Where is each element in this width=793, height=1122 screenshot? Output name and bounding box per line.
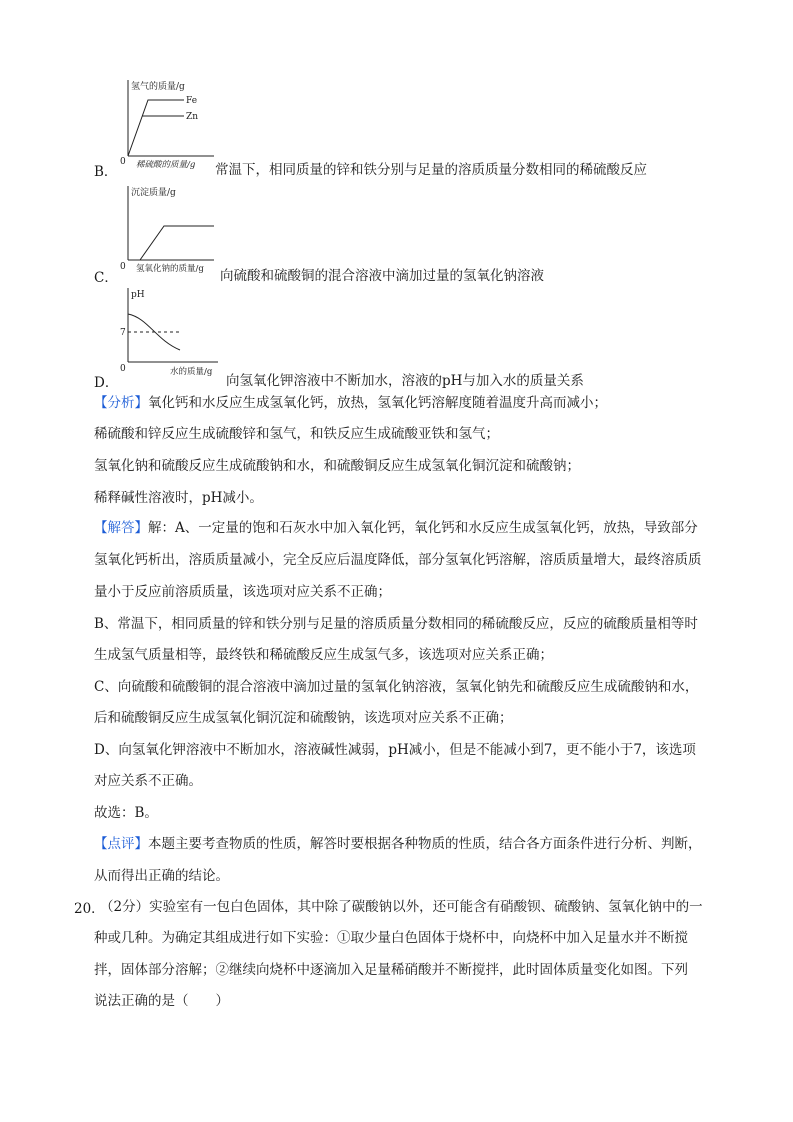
solution-line-5: 生成氢气质量相等，最终铁和稀硫酸反应生成氢气多，该选项对应关系正确； <box>94 647 553 663</box>
option-c-text: 向硫酸和硫酸铜的混合溶液中滴加过量的氢氧化钠溶液 <box>220 268 544 284</box>
analysis-line-3: 氢氧化钠和硫酸反应生成硫酸钠和水，和硫酸铜反应生成氢氧化铜沉淀和硫酸钠； <box>94 458 580 474</box>
comment-text: 本题主要考查物质的性质，解答时要根据各种物质的性质，结合各方面条件进行分析、判断， <box>148 836 702 852</box>
question-20-line-2: 种或几种。为确定其组成进行如下实验：①取少量白色固体于烧杯中，向烧杯中加入足量水并不断搅 <box>94 930 688 946</box>
option-d-ylabel: pH <box>131 290 145 300</box>
question-20-number: 20． <box>74 901 105 917</box>
solution-line-4: B、常温下，相同质量的锌和铁分别与足量的溶质质量分数相同的稀硫酸反应，反应的硫酸质量相等时 <box>94 616 698 632</box>
solution-line-8: D、向氢氧化钾溶液中不断加水，溶液碱性减弱，pH减小，但是不能减小到7，更不能小于7，该选项 <box>94 742 696 758</box>
solution-answer: 故选：B。 <box>94 805 158 821</box>
analysis-line-4: 稀释碱性溶液时，pH减小。 <box>94 490 263 506</box>
option-d-mark-7: 7 <box>120 328 126 338</box>
solution-line-1 <box>94 518 698 538</box>
analysis-text: 氧化钙和水反应生成氢氧化钙，放热，氢氧化钙溶解度随着温度升高而减小； <box>148 395 607 411</box>
option-b-graph <box>118 74 218 170</box>
solution-tag: 【解答】 <box>94 520 148 536</box>
solution-line-9: 对应关系不正确。 <box>94 773 202 789</box>
question-20-line-1: （2分）实验室有一包白色固体，其中除了碳酸钠以外，还可能含有硝酸钡、硫酸钠、氢氧化钠中的一 <box>100 899 703 915</box>
comment-line-2: 从而得出正确的结论。 <box>94 868 229 884</box>
solution-line-2: 氢氧化钙析出，溶质质量减小，完全反应后温度降低，部分氢氧化钙溶解，溶质质量增大，最终溶质质 <box>94 552 702 568</box>
option-c-origin: 0 <box>120 262 126 272</box>
question-20-line-4: 说法正确的是（ ） <box>94 993 229 1009</box>
option-d-origin: 0 <box>120 364 126 374</box>
question-20-line-3: 拌，固体部分溶解；②继续向烧杯中逐滴加入足量稀硝酸并不断搅拌，此时固体质量变化如图。下列 <box>94 962 688 978</box>
solution-text: 解：A、一定量的饱和石灰水中加入氧化钙，氧化钙和水反应生成氢氧化钙，放热，导致部分 <box>148 520 698 536</box>
option-b-series-fe: Fe <box>186 96 198 106</box>
option-b-series-zn: Zn <box>186 112 199 122</box>
comment-line-1 <box>94 834 702 854</box>
solution-line-7: 后和硫酸铜反应生成氢氧化铜沉淀和硫酸钠，该选项对应关系不正确； <box>94 710 513 726</box>
option-b-xlabel: 稀硫酸的质量/g <box>136 160 196 170</box>
option-d-xlabel: 水的质量/g <box>170 367 213 377</box>
analysis-line-1 <box>94 393 607 413</box>
option-b-ylabel: 氢气的质量/g <box>131 82 185 92</box>
solution-line-6: C、向硫酸和硫酸铜的混合溶液中滴加过量的氢氧化钠溶液，氢氧化钠先和硫酸反应生成硫酸钠和水， <box>94 679 699 695</box>
option-c-letter: C． <box>94 270 118 286</box>
analysis-line-2: 稀硫酸和锌反应生成硫酸锌和氢气，和铁反应生成硫酸亚铁和氢气； <box>94 426 499 442</box>
option-c-graph <box>118 182 218 274</box>
option-c-ylabel: 沉淀质量/g <box>131 188 176 198</box>
comment-tag: 【点评】 <box>94 836 148 852</box>
option-c-xlabel: 氢氧化钠的质量/g <box>136 264 204 274</box>
option-d-letter: D． <box>94 375 119 391</box>
option-b-origin: 0 <box>120 157 126 167</box>
solution-line-3: 量小于反应前溶质质量，该选项对应关系不正确； <box>94 584 391 600</box>
option-b-text: 常温下，相同质量的锌和铁分别与足量的溶质质量分数相同的稀硫酸反应 <box>215 162 647 178</box>
option-d-graph <box>118 284 226 380</box>
analysis-tag: 【分析】 <box>94 395 148 411</box>
option-b-letter: B． <box>94 164 118 180</box>
option-d-text: 向氢氧化钾溶液中不断加水，溶液的pH与加入水的质量关系 <box>226 373 584 389</box>
